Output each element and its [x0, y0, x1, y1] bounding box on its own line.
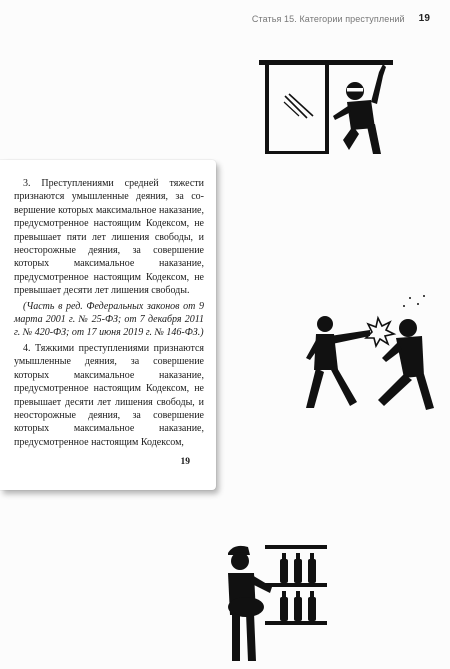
assault-punch-icon: [300, 290, 440, 420]
booklet-page: [0, 160, 216, 490]
booklet-text: [14, 177, 204, 449]
shoplifting-icon: [220, 535, 330, 665]
paragraph-4: 4. Тяжкими преступлениями признаются умышленные деяния, за совершение которых максимальное наказание, предусмотренное настоящим Кодексом, не превышает десяти лет лишения свободы, и неосторожные деяния, за совершение которых максимальное наказание, предусмотренное настоящим Кодексом,: [14, 342, 204, 448]
amendment-note: (Часть в ред. Федеральных законов от 9 марта 2001 г. № 25-ФЗ; от 7 декабря 2011 г. № 420-ФЗ; от 17 июня 2019 г. № 146-ФЗ.): [14, 300, 204, 339]
booklet-page-number: 19: [180, 457, 190, 467]
running-header: [252, 13, 430, 24]
paragraph-3: 3. Преступлениями средней тяжести признаются умышленные деяния, за совершение которых максимальное наказание, предусмотренное настоящим Кодексом, не превышает пяти лет лишения свободы, и неосторожные деяния, за совершение которых максимальное наказание, предусмотренное настоящим Кодексом, не превышает десяти лет лишения свободы.: [14, 178, 204, 297]
page-number: 19: [418, 13, 430, 24]
running-title: Статья 15. Категории преступлений: [251, 13, 405, 24]
burglar-window-icon: [255, 58, 395, 158]
